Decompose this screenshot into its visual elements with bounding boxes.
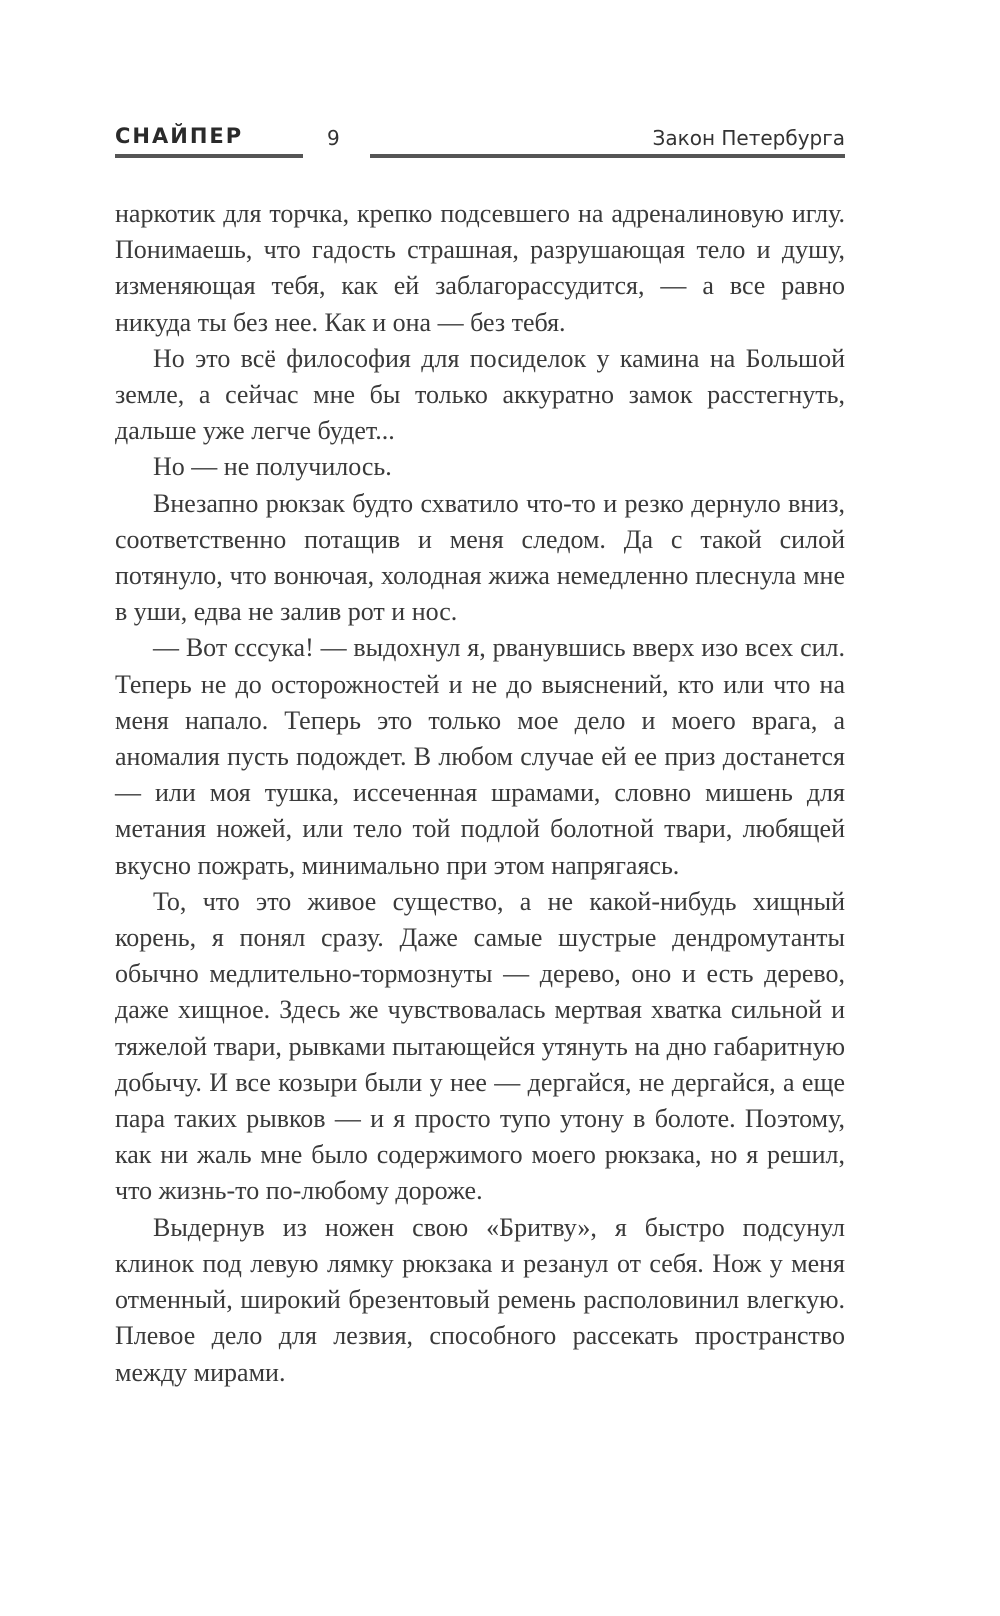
paragraph: Но — не получилось. bbox=[153, 452, 392, 482]
running-header bbox=[115, 118, 845, 158]
header-rule-right bbox=[370, 154, 845, 158]
page-body bbox=[115, 196, 845, 1391]
paragraph: То, что это живое существо, а не какой-нибудь хищный корень, я понял сразу. Даже самые шустрые дендромутанты обычно медлительно-тормознуты — дерево, оно и есть дерево, даже хищное. Здесь же чувствовалась мертвая хватка сильной и тяжелой твари, рывками пытающейся утянуть на дно габаритную добычу. И все козыри были у нее — дергайся, не дергайся, а еще пара таких рывков — и я просто тупо утону в болоте. Поэтому, как ни жаль мне было содержимого моего рюкзака, но я решил, что жизнь-то по-любому дороже. bbox=[115, 886, 845, 1206]
series-title: СНАЙПЕР bbox=[115, 124, 244, 148]
paragraph: Но это всё философия для посиделок у камина на Большой земле, а сейчас мне бы только аккуратно замок расстегнуть, дальше уже легче будет... bbox=[115, 343, 845, 446]
paragraph: Выдернув из ножен свою «Бритву», я быстро подсунул клинок под левую лямку рюкзака и резанул от себя. Нож у меня отменный, широкий брезентовый ремень располовинил влегкую. Плевое дело для лезвия, способного рассекать пространство между мирами. bbox=[115, 1212, 845, 1387]
paragraph: наркотик для торчка, крепко подсевшего на адреналиновую иглу. Понимаешь, что гадость страшная, разрушающая тело и душу, изменяющая тебя, как ей заблагорассудится, — а все равно никуда ты без нее. Как и она — без тебя. bbox=[115, 199, 845, 337]
paragraph: Внезапно рюкзак будто схватило что-то и резко дернуло вниз, соответственно потащив и меня следом. Да с такой силой потянуло, что вонючая, холодная жижа немедленно плеснула мне в уши, едва не залив рот и нос. bbox=[115, 488, 845, 627]
book-title: Закон Петербурга bbox=[652, 126, 845, 150]
paragraph: — Вот сссука! — выдохнул я, рванувшись вверх изо всех сил. Теперь не до осторожностей и не до выяснений, кто или что на меня напало. Теперь это только мое дело и моего врага, а аномалия пусть подождет. В любом случае ей ее приз достанется — или моя тушка, иссеченная шрамами, словно мишень для метания ножей, или тело той подлой болотной твари, любящей вкусно пожрать, минимально при этом напрягаясь. bbox=[115, 633, 845, 880]
page-number: 9 bbox=[327, 126, 340, 150]
header-rule-left bbox=[115, 154, 303, 158]
